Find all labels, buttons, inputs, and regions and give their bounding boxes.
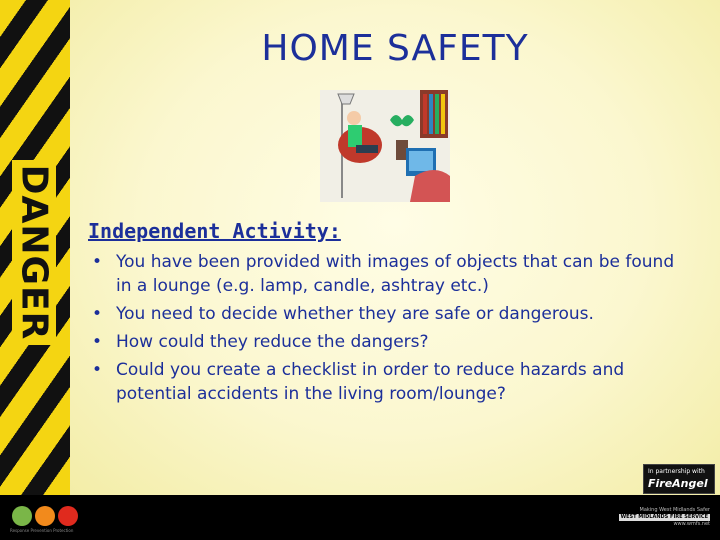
activity-heading: Independent Activity: xyxy=(88,219,341,243)
service-slogan: Making West Midlands Safer xyxy=(639,507,710,513)
fire-service-logo xyxy=(619,507,710,528)
slide-title: HOME SAFETY xyxy=(261,28,529,69)
bullet-item: • How could they reduce the dangers? xyxy=(88,330,688,354)
orange-dot-icon xyxy=(35,506,55,526)
partner-text: In partnership with xyxy=(648,468,705,475)
service-name: WEST MIDLANDS FIRE SERVICE xyxy=(620,514,708,520)
danger-label: DANGER xyxy=(13,164,55,341)
red-dot-icon xyxy=(58,506,78,526)
fireangel-badge xyxy=(643,464,715,494)
fireangel-logo: FireAngel xyxy=(648,477,708,490)
green-dot-icon xyxy=(12,506,32,526)
bullet-list xyxy=(88,250,688,410)
dot-labels: Response Prevention Protection xyxy=(10,528,74,533)
footer-bar xyxy=(0,495,720,540)
bullet-item: • Could you create a checklist in order to reduce hazards and potential accidents in the living room/lounge? xyxy=(88,358,688,406)
bullet-item: • You need to decide whether they are safe or dangerous. xyxy=(88,302,688,326)
lounge-illustration xyxy=(320,90,450,202)
bullet-item: • You have been provided with images of objects that can be found in a lounge (e.g. lamp, candle, ashtray etc.) xyxy=(88,250,688,298)
service-website: www.wmfs.net xyxy=(673,521,710,527)
danger-sign xyxy=(12,160,56,345)
slide-content xyxy=(70,0,720,495)
